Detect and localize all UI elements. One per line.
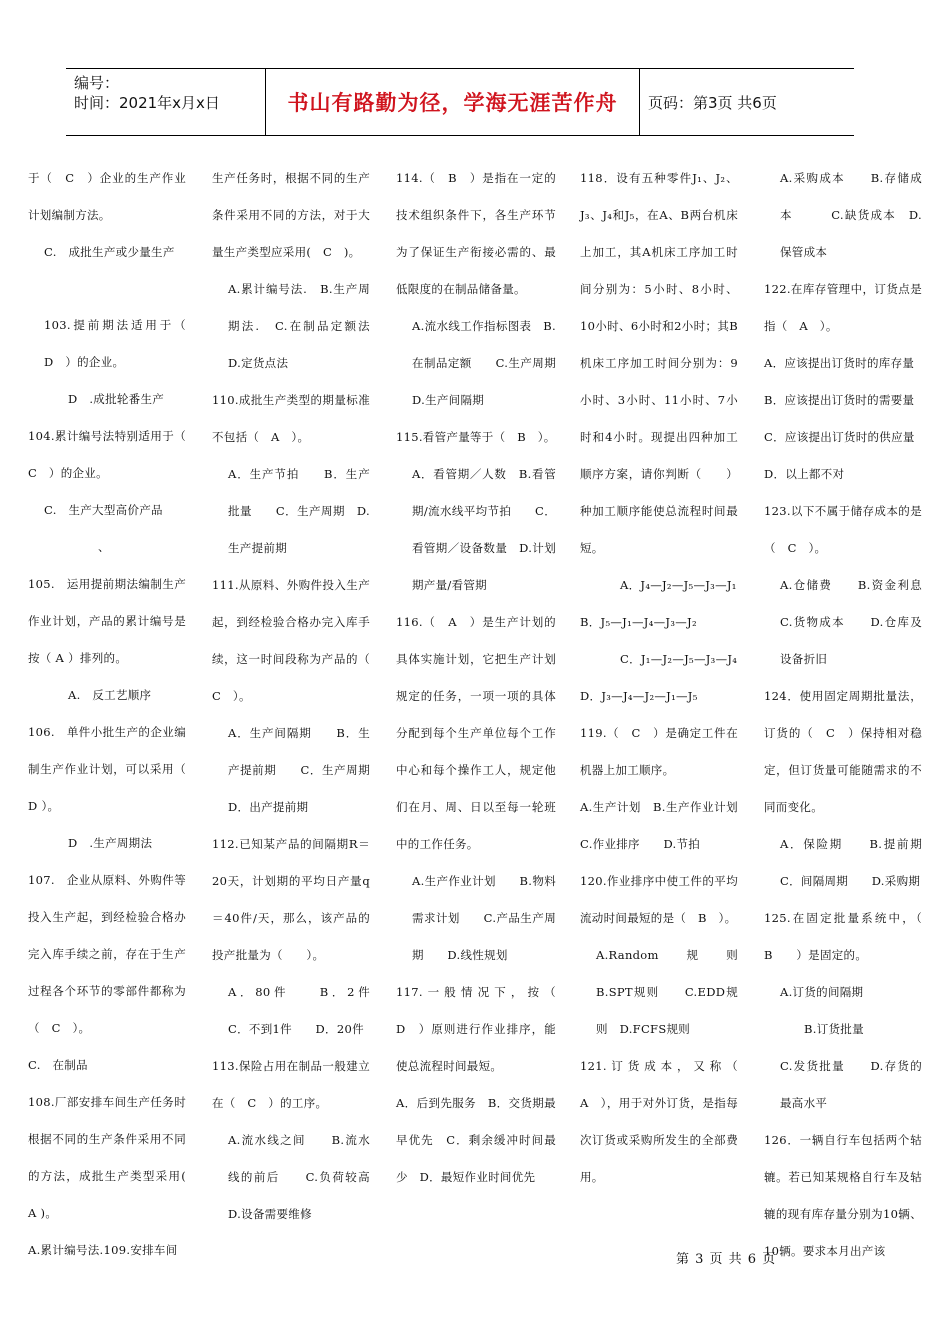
paragraph: 107. 企业从原料、外购件等投入生产起，到经检验合格办完入库手续之前，存在于生产过程各个环节的零部件都称为（ C ）。 xyxy=(28,873,186,1035)
paragraph: A．保险期 B.提前期 C．间隔周期 D.采购期 xyxy=(780,837,934,888)
paragraph: 123.以下不属于储存成本的是（ C ）。 xyxy=(764,504,922,555)
paragraph: A．生产节拍 B．生产批量 C．生产周期 D.生产提前期 xyxy=(228,467,370,555)
paragraph: 113.保险占用在制品一般建立在（ C ）的工序。 xyxy=(212,1059,370,1110)
paragraph: B．应该提出订货时的需要量 xyxy=(764,393,915,407)
header-page-number: 页码：第3页 共6页 xyxy=(648,93,777,112)
paragraph: A．后到先服务 B．交货期最早优先 C．剩余缓冲时间最少 D．最短作业时间优先 xyxy=(396,1096,556,1184)
paragraph: 114.（ B ）是指在一定的技术组织条件下，各生产环节为了保证生产衔接必需的、最低限度的在制品储备量。 xyxy=(396,171,556,296)
paragraph: A.订货的间隔期 xyxy=(780,985,864,999)
paragraph: 生产任务时，根据不同的生产条件采用不同的方法，对于大量生产类型应采用( C )。 xyxy=(212,171,370,259)
paragraph: A.Random 规 则 B.SPT规则 C.EDD规则 D.FCFS规则 xyxy=(596,948,750,1036)
text-column-5 xyxy=(764,160,934,1270)
paragraph: 108.厂部安排车间生产任务时根据不同的生产条件采用不同的方法，成批生产类型采用( A )。 xyxy=(28,1095,186,1220)
paragraph: D．以上都不对 xyxy=(764,467,845,481)
paragraph: C．应该提出订货时的供应量 xyxy=(764,430,915,444)
paragraph: C. 在制品 xyxy=(28,1058,88,1072)
paragraph: 111.从原料、外购件投入生产起，到经检验合格办完入库手续，这一时间段称为产品的（ C ）。 xyxy=(212,578,370,703)
paragraph: A．应该提出订货时的库存量 xyxy=(764,356,915,370)
paragraph: 118．设有五种零件J₁、J₂、J₃、J₄和J₅，在A、B两台机床上加工，其A机床工序加工时间分别为：5小时、8小时、10小时、6小时和2小时；其B机床工序加工时间分别为：9小时、3小时、11小时、7小时和4小时。现提出四种加工顺序方案，请你判断（ ）种加工顺序能使总流程时间最短。 xyxy=(580,171,738,555)
paragraph: 103.提前期法适用于（ D ）的企业。 xyxy=(44,318,198,369)
paragraph: A.生产作业计划 B.物料需求计划 C.产品生产周期 D.线性规划 xyxy=(412,874,556,962)
header-motto: 书山有路勤为径，学海无涯苦作舟 xyxy=(266,69,640,135)
paragraph: 于（ C ）企业的生产作业计划编制方法。 xyxy=(28,171,186,222)
paragraph: 110.成批生产类型的期量标准不包括（ A ）。 xyxy=(212,393,370,444)
paragraph: B．J₅—J₁—J₄—J₃—J₂ xyxy=(580,615,697,629)
text-column-4 xyxy=(580,160,762,1196)
paragraph: 104.累计编号法特别适用于（ C ）的企业。 xyxy=(28,429,198,480)
paragraph: A. 反工艺顺序 xyxy=(68,688,152,702)
page-header xyxy=(66,68,854,136)
header-meta xyxy=(66,69,266,135)
paragraph: 116.（ A ）是生产计划的具体实施计划，它把生产计划规定的任务，一项一项的具体分配到每个生产单位每个工作中心和每个操作工人，规定他们在月、周、日以至每一轮班中的工作任务。 xyxy=(396,615,556,851)
paragraph: 117.一般情况下，按（ D ）原则进行作业排序，能使总流程时间最短。 xyxy=(396,985,568,1073)
paragraph: A．J₄—J₂—J₅—J₃—J₁ xyxy=(620,578,737,592)
paragraph: 106. 单件小批生产的企业编制生产作业计划，可以采用（ D ）。 xyxy=(28,725,186,813)
paragraph: A.流水线工作指标图表 B.在制品定额 C.生产周期 D.生产间隔期 xyxy=(412,319,580,407)
paragraph: A.生产计划 B.生产作业计划 C.作业排序 D.节拍 xyxy=(580,800,762,851)
paragraph: 120.作业排序中使工件的平均流动时间最短的是（ B ）。 xyxy=(580,874,738,925)
text-column-1 xyxy=(28,160,198,1269)
page-footer: 第 3 页 共 6 页 xyxy=(676,1252,777,1267)
paragraph: D．J₃—J₄—J₂—J₁—J₅ xyxy=(580,689,698,703)
paragraph: 、 xyxy=(98,540,110,554)
blank-line xyxy=(28,271,186,307)
document-time-label: 时间：2021年x月x日 xyxy=(74,94,220,112)
document-number-label: 编号： xyxy=(74,74,120,92)
paragraph: 121.订货成本，又称（ A ），用于对外订货，是指每次订货或采购所发生的全部费用。 xyxy=(580,1059,750,1184)
paragraph: A.流水线之间 B.流水线的前后 C.负荷较高 D.设备需要维修 xyxy=(228,1133,382,1221)
paragraph: 119.（ C ）是确定工件在机器上加工顺序。 xyxy=(580,726,738,777)
paragraph: C. 生产大型高价产品 xyxy=(44,503,163,517)
paragraph: C.发货批量 D.存货的最高水平 xyxy=(780,1059,922,1110)
text-column-2 xyxy=(212,160,394,1233)
paragraph: A．看管期／人数 B.看管期/流水线平均节拍 C．看管期／设备数量 D.计划期产量/看管期 xyxy=(412,467,556,592)
paragraph: 115.看管产量等于（ B ）。 xyxy=(396,430,556,444)
paragraph: A.仓储费 B.资金利息 C.货物成本 D.仓库及设备折旧 xyxy=(780,578,934,666)
paragraph: 122.在库存管理中，订货点是指（ A ）。 xyxy=(764,282,922,333)
paragraph: A．80件 B．2件 C．不到1件 D．20件 xyxy=(228,985,382,1036)
paragraph: 112.已知某产品的间隔期R＝20天，计划期的平均日产量q＝40件/天，那么，该产品的投产批量为（ ）。 xyxy=(212,837,370,962)
paragraph: D .生产周期法 xyxy=(68,836,153,850)
paragraph: B.订货批量 xyxy=(804,1022,864,1036)
paragraph: 105. 运用提前期法编制生产作业计划，产品的累计编号是按（ A ）排列的。 xyxy=(28,577,186,665)
paragraph: 124．使用固定周期批量法，订货的（ C ）保持相对稳定，但订货量可能随需求的不同而变化。 xyxy=(764,689,922,814)
paragraph: C. 成批生产或少量生产 xyxy=(44,245,175,259)
paragraph: 126．一辆自行车包括两个轱辘。若已知某规格自行车及轱辘的现有库存量分别为10辆、10辆。要求本月出产该 xyxy=(764,1133,922,1258)
paragraph: D .成批轮番生产 xyxy=(68,392,165,406)
text-column-3 xyxy=(396,160,580,1196)
paragraph: A．生产间隔期 B．生产提前期 C．生产周期 D．出产提前期 xyxy=(228,726,394,814)
paragraph: 125.在固定批量系统中，（ B ）是固定的。 xyxy=(764,911,934,962)
paragraph: A.累计编号法.109.安排车间 xyxy=(28,1243,178,1257)
paragraph: A.采购成本 B.存储成本 C.缺货成本 D.保管成本 xyxy=(780,171,922,259)
paragraph: C．J₁—J₂—J₅—J₃—J₄ xyxy=(620,652,738,666)
paragraph: A.累计编号法. B.生产周期法. C.在制品定额法 D.定货点法 xyxy=(228,282,382,370)
